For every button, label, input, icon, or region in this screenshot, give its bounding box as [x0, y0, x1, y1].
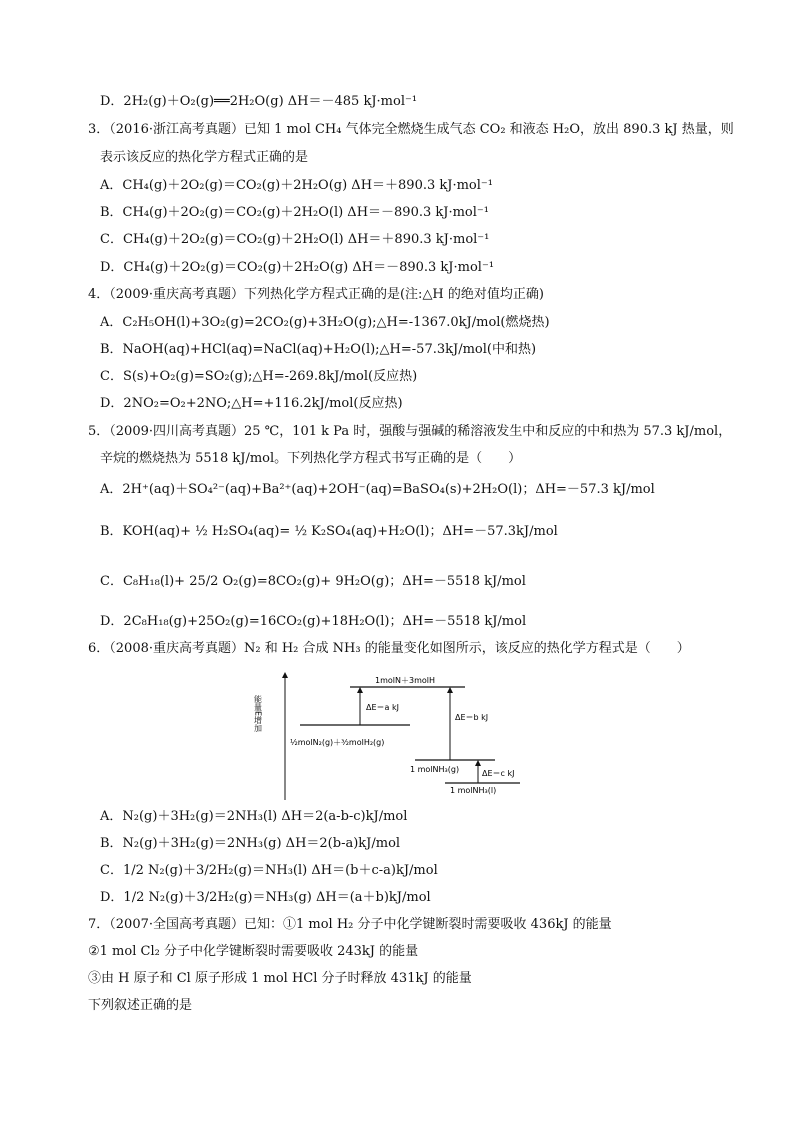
q7-question: 下列叙述正确的是 — [88, 998, 193, 1013]
energy-diagram-svg — [250, 665, 550, 805]
q3-stem-cont: 表示该反应的热化学方程式正确的是 — [100, 150, 309, 165]
level-nh3-gas-label: 1 molNH₃(g) — [410, 765, 460, 774]
q5-stem: 5．（2009·四川高考真题）25 ℃，101 k Pa 时，强酸与强碱的稀溶液发生中和反应的中和热为 57.3 kJ/mol， — [88, 424, 732, 439]
level-nh3-liquid-label: 1 molNH₃(l) — [450, 786, 497, 795]
q5-option-a: A．2H⁺(aq)＋SO₄²⁻(aq)+Ba²⁺(aq)+2OH⁻(aq)=BaSO₄(s)+2H₂O(l)；ΔH=－57.3 kJ/mol — [100, 482, 655, 497]
q3-option-d: D．CH₄(g)＋2O₂(g)＝CO₂(g)＋2H₂O(g) ΔH＝－890.3 kJ·mol⁻¹ — [100, 260, 495, 275]
q4-option-c: C．S(s)+O₂(g)=SO₂(g);△H=-269.8kJ/mol(反应热) — [100, 369, 418, 384]
q6-option-b: B．N₂(g)＋3H₂(g)＝2NH₃(g) ΔH＝2(b-a)kJ/mol — [100, 836, 401, 851]
level-reactants-label: ½molN₂(g)＋³⁄₂molH₂(g) — [290, 738, 385, 747]
q4-stem: 4．（2009·重庆高考真题）下列热化学方程式正确的是(注:△H 的绝对值均正确) — [88, 287, 544, 302]
q3-option-b: B．CH₄(g)＋2O₂(g)＝CO₂(g)＋2H₂O(l) ΔH＝－890.3 kJ·mol⁻¹ — [100, 205, 489, 220]
q6-stem: 6．（2008·重庆高考真题）N₂ 和 H₂ 合成 NH₃ 的能量变化如图所示，该反应的热化学方程式是（ ） — [88, 641, 690, 656]
q3-option-c: C．CH₄(g)＋2O₂(g)＝CO₂(g)＋2H₂O(l) ΔH＝＋890.3 kJ·mol⁻¹ — [100, 232, 490, 247]
energy-diagram — [250, 665, 550, 805]
q3-option-a: A．CH₄(g)＋2O₂(g)＝CO₂(g)＋2H₂O(g) ΔH＝＋890.3 kJ·mol⁻¹ — [100, 178, 493, 193]
q5-stem-cont: 辛烷的燃烧热为 5518 kJ/mol。下列热化学方程式书写正确的是（ ） — [100, 451, 522, 466]
q6-option-c: C．1/2 N₂(g)＋3/2H₂(g)＝NH₃(l) ΔH＝(b＋c-a)kJ/mol — [100, 863, 438, 878]
q5-option-b: B．KOH(aq)+ ½ H₂SO₄(aq)= ½ K₂SO₄(aq)+H₂O(l)；ΔH=－57.3kJ/mol — [100, 524, 558, 539]
q4-option-a: A．C₂H₅OH(l)+3O₂(g)=2CO₂(g)+3H₂O(g);△H=-1367.0kJ/mol(燃烧热) — [100, 315, 550, 330]
arrow-a-label: ΔE＝a kJ — [366, 703, 399, 712]
level-atoms-label: 1molN＋3molH — [375, 676, 435, 685]
q5-option-d: D．2C₈H₁₈(g)+25O₂(g)=16CO₂(g)+18H₂O(l)；ΔH=－5518 kJ/mol — [100, 614, 527, 629]
q7-item-3: ③由 H 原子和 Cl 原子形成 1 mol HCl 分子时释放 431kJ 的能量 — [88, 971, 472, 986]
arrow-c-label: ΔE＝c kJ — [482, 769, 515, 778]
axis-label: 能量E增加 — [253, 695, 263, 733]
arrow-b-label: ΔE＝b kJ — [455, 713, 489, 722]
q6-option-d: D．1/2 N₂(g)＋3/2H₂(g)＝NH₃(g) ΔH＝(a＋b)kJ/mol — [100, 890, 431, 905]
q2-option-d: D．2H₂(g)＋O₂(g)══2H₂O(g) ΔH＝－485 kJ·mol⁻¹ — [100, 94, 418, 109]
q3-stem: 3．（2016·浙江高考真题）已知 1 mol CH₄ 气体完全燃烧生成气态 CO₂ 和液态 H₂O，放出 890.3 kJ 热量，则 — [88, 122, 734, 137]
q6-option-a: A．N₂(g)＋3H₂(g)＝2NH₃(l) ΔH＝2(a-b-c)kJ/mol — [100, 809, 408, 824]
q4-option-b: B．NaOH(aq)+HCl(aq)=NaCl(aq)+H₂O(l);△H=-57.3kJ/mol(中和热) — [100, 342, 537, 357]
q7-stem: 7．（2007·全国高考真题）已知：①1 mol H₂ 分子中化学键断裂时需要吸收 436kJ 的能量 — [88, 917, 612, 932]
q5-option-c: C．C₈H₁₈(l)+ 25/2 O₂(g)=8CO₂(g)+ 9H₂O(g)；ΔH=－5518 kJ/mol — [100, 574, 526, 589]
q4-option-d: D．2NO₂=O₂+2NO;△H=+116.2kJ/mol(反应热) — [100, 396, 403, 411]
q7-item-2: ②1 mol Cl₂ 分子中化学键断裂时需要吸收 243kJ 的能量 — [88, 944, 419, 959]
